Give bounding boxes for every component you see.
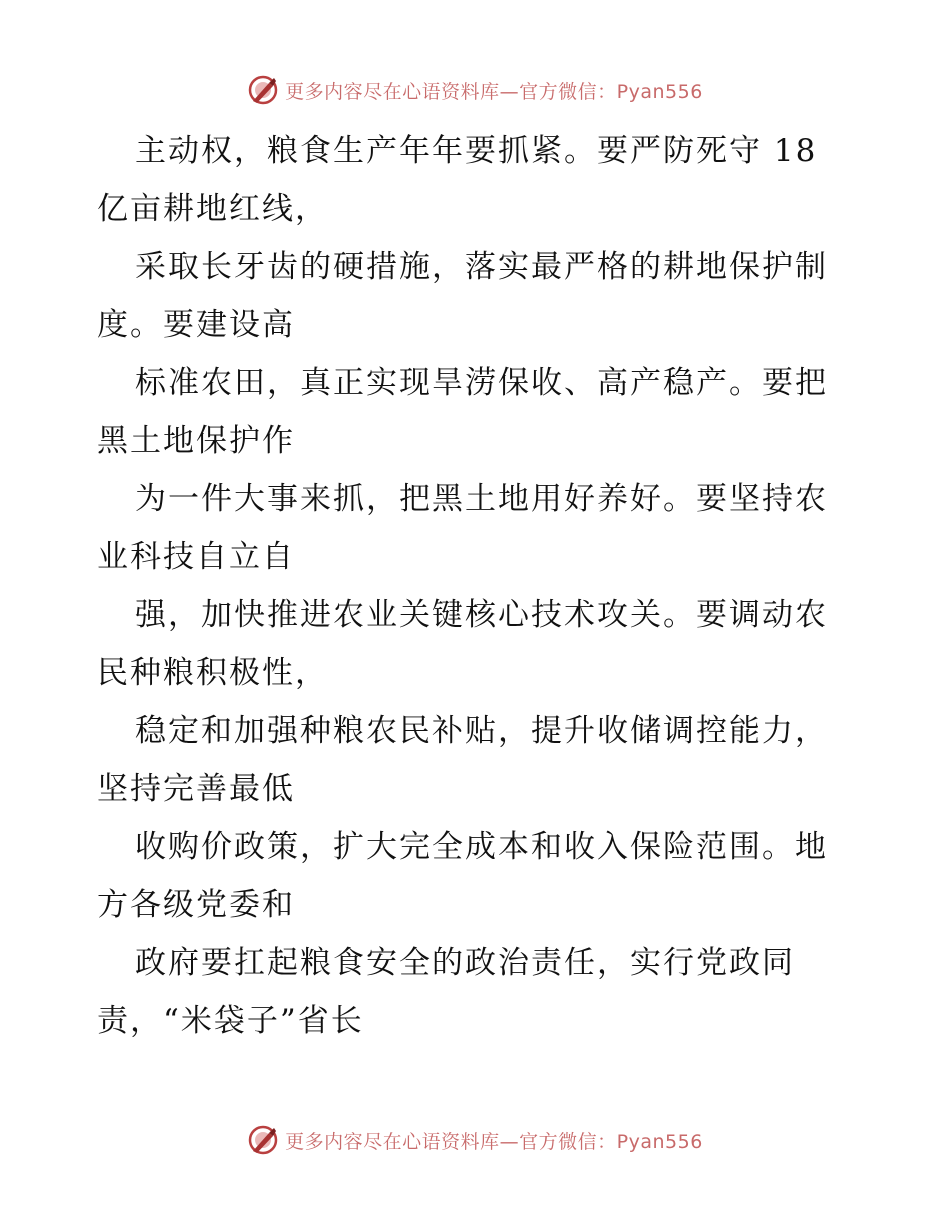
paragraph-line: 主动权，粮食生产年年要抓紧。要严防死守 18	[135, 133, 818, 169]
paragraph-line: 强，加快推进农业关键核心技术攻关。要调动农	[135, 597, 828, 633]
paragraph-line: 责，“米袋子”省长	[97, 1003, 364, 1039]
pen-nib-circle-icon	[247, 74, 279, 106]
footer-watermark	[0, 1122, 950, 1158]
paragraph-line: 业科技自立自	[97, 539, 295, 575]
paragraph-line: 采取长牙齿的硬措施，落实最严格的耕地保护制	[135, 249, 828, 285]
paragraph-line: 坚持完善最低	[97, 771, 295, 807]
paragraph-line: 黑土地保护作	[97, 423, 295, 459]
paragraph	[97, 238, 857, 354]
watermark-text: 更多内容尽在心语资料库—官方微信：Pyan556	[285, 80, 703, 103]
paragraph	[97, 702, 857, 818]
paragraph	[97, 934, 857, 1050]
paragraph	[97, 818, 857, 934]
document-body	[97, 122, 857, 1050]
paragraph	[97, 586, 857, 702]
paragraph-line: 稳定和加强种粮农民补贴，提升收储调控能力，	[135, 713, 828, 749]
watermark-text: 更多内容尽在心语资料库—官方微信：Pyan556	[285, 1130, 703, 1153]
paragraph-line: 民种粮积极性，	[97, 655, 328, 691]
paragraph-line: 方各级党委和	[97, 887, 295, 923]
paragraph-line: 标准农田，真正实现旱涝保收、高产稳产。要把	[135, 365, 828, 401]
paragraph	[97, 122, 857, 238]
paragraph-line: 为一件大事来抓，把黑土地用好养好。要坚持农	[135, 481, 828, 517]
paragraph-line: 政府要扛起粮食安全的政治责任，实行党政同	[135, 945, 795, 981]
paragraph-line: 亿亩耕地红线，	[97, 191, 328, 227]
pen-nib-circle-icon	[247, 1124, 279, 1156]
paragraph	[97, 354, 857, 470]
paragraph	[97, 470, 857, 586]
header-watermark	[0, 72, 950, 108]
paragraph-line: 度。要建设高	[97, 307, 295, 343]
paragraph-line: 收购价政策，扩大完全成本和收入保险范围。地	[135, 829, 828, 865]
